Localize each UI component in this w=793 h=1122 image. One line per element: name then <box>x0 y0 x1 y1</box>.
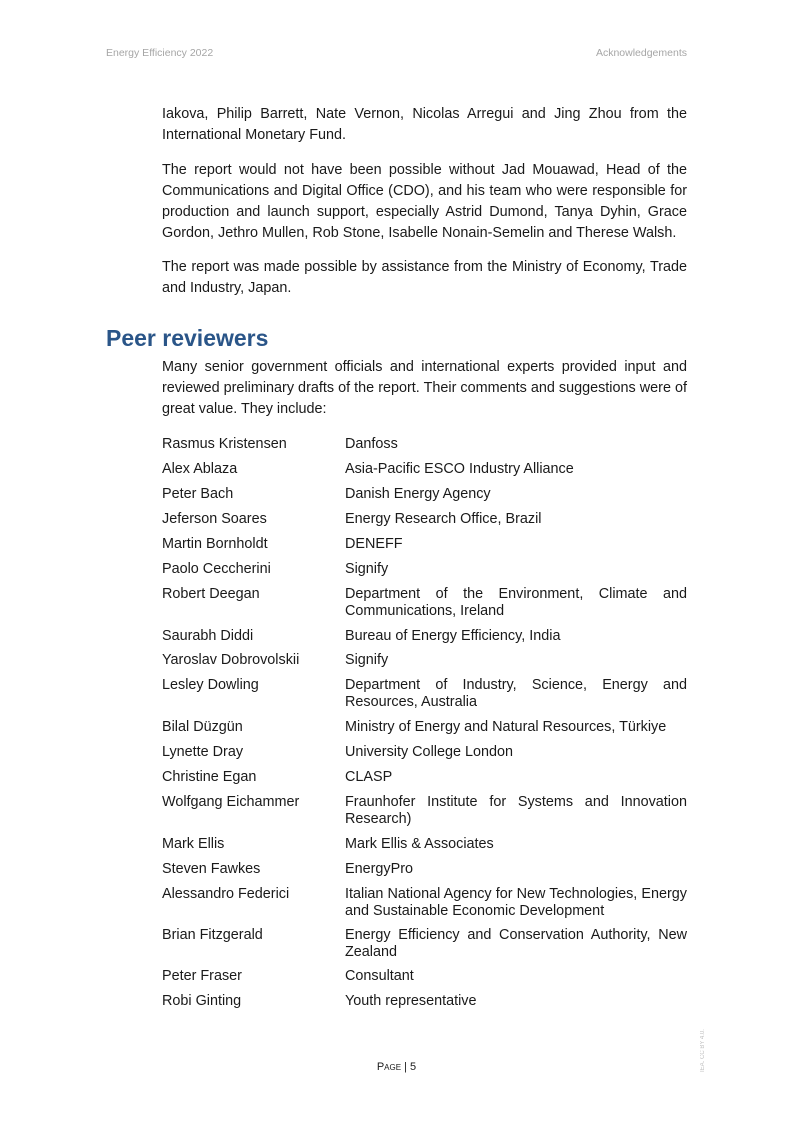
reviewer-organization: Department of Industry, Science, Energy and Resources, Australia <box>345 677 687 710</box>
paragraph-imf: Iakova, Philip Barrett, Nate Vernon, Nicolas Arregui and Jing Zhou from the International Monetary Fund. <box>162 106 687 143</box>
reviewer-row <box>162 586 687 620</box>
reviewer-row <box>162 968 687 985</box>
reviewer-row <box>162 536 687 553</box>
reviewer-name: Saurabh Diddi <box>162 628 254 644</box>
reviewer-organization: Bureau of Energy Efficiency, India <box>345 628 561 644</box>
reviewer-name: Wolfgang Eichammer <box>162 794 300 810</box>
reviewer-row <box>162 719 687 736</box>
reviewer-row <box>162 652 687 669</box>
reviewer-name: Lesley Dowling <box>162 677 259 693</box>
reviewer-organization: Department of the Environment, Climate and Communications, Ireland <box>345 586 687 619</box>
reviewer-row <box>162 461 687 478</box>
reviewer-name: Alex Ablaza <box>162 461 238 477</box>
reviewer-row <box>162 561 687 578</box>
reviewer-organization: University College London <box>345 744 513 760</box>
reviewer-row <box>162 769 687 786</box>
reviewer-organization: Ministry of Energy and Natural Resources, Türkiye <box>345 719 667 735</box>
reviewer-organization: Consultant <box>345 968 414 984</box>
page-number: 5 <box>410 1061 417 1073</box>
reviewer-row <box>162 886 687 920</box>
reviewer-name: Rasmus Kristensen <box>162 436 287 452</box>
reviewer-name: Yaroslav Dobrovolskii <box>162 652 300 668</box>
reviewer-organization: Asia-Pacific ESCO Industry Alliance <box>345 461 574 477</box>
reviewer-row <box>162 836 687 853</box>
reviewer-organization: Signify <box>345 652 389 668</box>
paragraph-meti: The report was made possible by assistance from the Ministry of Economy, Trade and Industry, Japan. <box>162 259 687 296</box>
page-separator: | <box>401 1061 411 1073</box>
reviewer-organization: Signify <box>345 561 389 577</box>
reviewer-row <box>162 628 687 645</box>
paragraph-cdo: The report would not have been possible without Jad Mouawad, Head of the Communications and Digital Office (CDO), and his team who were responsible for production and launch support, especially Astrid Dumond, Tanya Dyhin, Grace Gordon, Jethro Mullen, Rob Stone, Isabelle Nonain-Semelin and Therese Walsh. <box>162 162 687 241</box>
reviewer-name: Lynette Dray <box>162 744 244 760</box>
peer-reviewers-intro: Many senior government officials and international experts provided input and reviewed preliminary drafts of the report. Their comments and suggestions were of great value. They include: <box>162 359 687 417</box>
reviewer-organization: Danish Energy Agency <box>345 486 491 502</box>
page-footer <box>0 1061 793 1073</box>
reviewer-name: Martin Bornholdt <box>162 536 268 552</box>
reviewer-organization: DENEFF <box>345 536 403 552</box>
reviewer-row <box>162 677 687 711</box>
reviewer-organization: Danfoss <box>345 436 398 452</box>
reviewer-organization: Italian National Agency for New Technologies, Energy and Sustainable Economic Development <box>345 886 687 919</box>
reviewer-row <box>162 861 687 878</box>
reviewer-name: Christine Egan <box>162 769 257 785</box>
reviewer-name: Robi Ginting <box>162 993 242 1009</box>
reviewer-name: Peter Fraser <box>162 968 242 984</box>
reviewer-name: Brian Fitzgerald <box>162 927 263 943</box>
page-label: Page <box>376 1061 402 1073</box>
reviewer-organization: Youth representative <box>345 993 477 1009</box>
reviewer-organization: CLASP <box>345 769 393 785</box>
running-header-left: Energy Efficiency 2022 <box>106 47 214 59</box>
reviewer-row <box>162 511 687 528</box>
reviewer-row <box>162 794 687 828</box>
reviewer-name: Steven Fawkes <box>162 861 261 877</box>
reviewer-organization: Fraunhofer Institute for Systems and Innovation Research) <box>345 794 687 827</box>
reviewer-row <box>162 993 687 1010</box>
peer-reviewers-list <box>162 436 687 1010</box>
section-title-peer-reviewers: Peer reviewers <box>106 325 269 351</box>
reviewer-name: Bilal Düzgün <box>162 719 243 735</box>
reviewer-organization: Mark Ellis & Associates <box>345 836 494 852</box>
running-header-right: Acknowledgements <box>595 47 687 59</box>
reviewer-row <box>162 744 687 761</box>
reviewer-name: Robert Deegan <box>162 586 260 602</box>
reviewer-organization: Energy Efficiency and Conservation Authority, New Zealand <box>345 927 687 960</box>
reviewer-organization: EnergyPro <box>345 861 413 877</box>
reviewer-row <box>162 436 687 453</box>
reviewer-name: Paolo Ceccherini <box>162 561 271 577</box>
reviewer-row <box>162 927 687 961</box>
reviewer-name: Jeferson Soares <box>162 511 267 527</box>
license-watermark: IEA. CC BY 4.0. <box>700 1029 706 1072</box>
reviewer-organization: Energy Research Office, Brazil <box>345 511 542 527</box>
reviewer-name: Alessandro Federici <box>162 886 290 902</box>
reviewer-row <box>162 486 687 503</box>
reviewer-name: Peter Bach <box>162 486 234 502</box>
reviewer-name: Mark Ellis <box>162 836 225 852</box>
